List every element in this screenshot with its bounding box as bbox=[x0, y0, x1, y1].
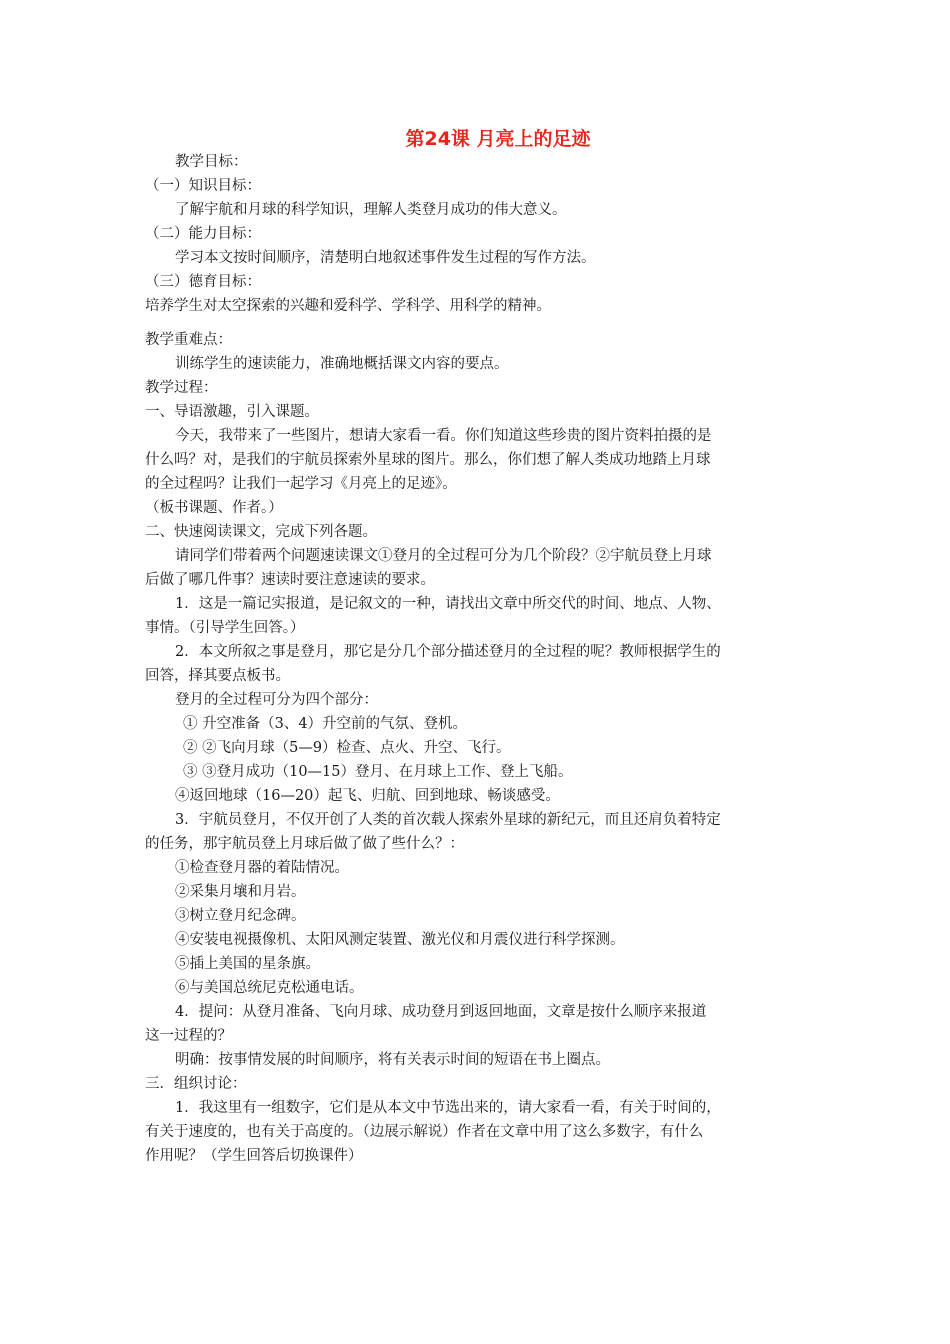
list-item: ⑤插上美国的星条旗。 bbox=[175, 956, 320, 972]
question-item: 2．本文所叙之事是登月，那它是分几个部分描述登月的全过程的呢？教师根据学生的 bbox=[175, 644, 721, 660]
paragraph-line: 明确：按事情发展的时间顺序，将有关表示时间的短语在书上圈点。 bbox=[175, 1052, 610, 1068]
paragraph-line: 什么吗？对，是我们的宇航员探索外星球的图片。那么，你们想了解人类成功地踏上月球 bbox=[145, 452, 711, 468]
paragraph: 训练学生的速读能力，准确地概括课文内容的要点。 bbox=[175, 356, 509, 372]
paragraph-line: （板书课题、作者。） bbox=[145, 500, 283, 516]
section-three-heading: 三．组织讨论： bbox=[145, 1076, 247, 1092]
paragraph-line: 后做了哪几件事？速读时要注意速读的要求。 bbox=[145, 572, 435, 588]
paragraph: 学习本文按时间顺序，清楚明白地叙述事件发生过程的写作方法。 bbox=[175, 250, 596, 266]
paragraph-line: 的全过程吗？让我们一起学习《月亮上的足迹》。 bbox=[145, 476, 457, 492]
objective-ability-heading: （二）能力目标： bbox=[145, 226, 261, 242]
list-item: ③ ③登月成功（10—15）登月、在月球上工作、登上飞船。 bbox=[183, 764, 573, 780]
list-item: ①检查登月器的着陆情况。 bbox=[175, 860, 349, 876]
list-item: ① 升空准备（3、4）升空前的气氛、登机。 bbox=[183, 716, 468, 732]
list-item: ④安装电视摄像机、太阳风测定装置、激光仪和月震仪进行科学探测。 bbox=[175, 932, 625, 948]
list-item: ② ②飞向月球（5—9）检查、点火、升空、飞行。 bbox=[183, 740, 511, 756]
paragraph-line: 1．我这里有一组数字，它们是从本文中节选出来的，请大家看一看，有关于时间的， bbox=[175, 1100, 721, 1116]
question-item: 的任务，那宇航员登上月球后做了做了些什么？： bbox=[145, 836, 464, 852]
heading-teaching-objectives: 教学目标： bbox=[175, 154, 248, 170]
question-item: 4．提问：从登月准备、飞向月球、成功登月到返回地面，文章是按什么顺序来报道 bbox=[175, 1004, 707, 1020]
question-item: 回答，择其要点板书。 bbox=[145, 668, 290, 684]
list-item: ④返回地球（16—20）起飞、归航、回到地球、畅谈感受。 bbox=[175, 788, 560, 804]
spacer bbox=[145, 318, 813, 328]
question-item: 事情。（引导学生回答。） bbox=[145, 620, 305, 636]
list-item: ⑥与美国总统尼克松通电话。 bbox=[175, 980, 364, 996]
section-one-heading: 一、导语激趣，引入课题。 bbox=[145, 404, 319, 420]
paragraph-line: 登月的全过程可分为四个部分： bbox=[175, 692, 378, 708]
paragraph-line: 请同学们带着两个问题速读课文①登月的全过程可分为几个阶段？②宇航员登上月球 bbox=[175, 548, 712, 564]
objective-moral-heading: （三）德育目标： bbox=[145, 274, 261, 290]
list-item: ②采集月壤和月岩。 bbox=[175, 884, 306, 900]
paragraph: 了解宇航和月球的科学知识，理解人类登月成功的伟大意义。 bbox=[175, 202, 567, 218]
objective-knowledge-heading: （一）知识目标： bbox=[145, 178, 261, 194]
heading-key-points: 教学重难点： bbox=[145, 332, 232, 348]
list-item: ③树立登月纪念碑。 bbox=[175, 908, 306, 924]
question-item: 1．这是一篇记实报道，是记叙文的一种，请找出文章中所交代的时间、地点、人物、 bbox=[175, 596, 721, 612]
question-item: 3．宇航员登月，不仅开创了人类的首次载人探索外星球的新纪元，而且还肩负着特定 bbox=[175, 812, 721, 828]
paragraph: 培养学生对太空探索的兴趣和爱科学、学科学、用科学的精神。 bbox=[145, 298, 551, 314]
paragraph-line: 作用呢？（学生回答后切换课件） bbox=[145, 1148, 363, 1164]
lesson-title: 第24课 月亮上的足迹 bbox=[405, 128, 591, 150]
question-item: 这一过程的？ bbox=[145, 1028, 232, 1044]
paragraph-line: 有关于速度的，也有关于高度的。（边展示解说）作者在文章中用了这么多数字，有什么 bbox=[145, 1124, 704, 1140]
heading-teaching-process: 教学过程： bbox=[145, 380, 218, 396]
lesson-body bbox=[145, 150, 813, 1168]
section-two-heading: 二、快速阅读课文，完成下列各题。 bbox=[145, 524, 377, 540]
paragraph-line: 今天，我带来了一些图片，想请大家看一看。你们知道这些珍贵的图片资料拍摄的是 bbox=[175, 428, 712, 444]
